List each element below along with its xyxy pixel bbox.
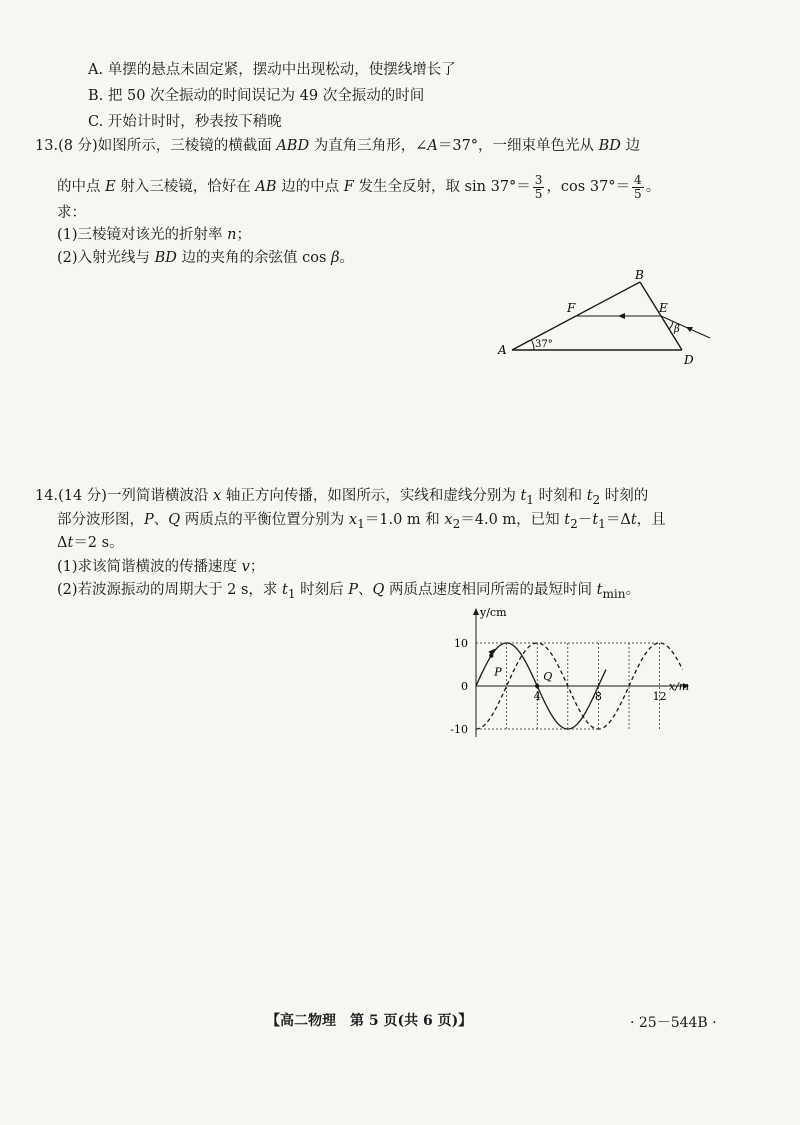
q13-text: 边的中点 <box>276 179 344 195</box>
q14-var: t <box>592 512 599 528</box>
q14-var: P <box>144 512 154 528</box>
q14-sub: 2 <box>592 492 601 507</box>
marker-label-p: P <box>494 665 502 679</box>
q14-var: Q <box>168 512 181 528</box>
q12-option-c: C. 开始计时时，秒表按下稍晚 <box>88 114 282 130</box>
q14-line-1 <box>35 486 648 510</box>
q12-option-a: A. 单摆的悬点未固定紧，摆动中出现松动，使摆线增长了 <box>88 62 456 78</box>
q14-text: 一列简谐横波沿 <box>106 488 214 504</box>
q14-sub: 1 <box>357 516 365 531</box>
q14-text: ＝1.0 m 和 <box>364 512 445 528</box>
x-tick-label: 4 <box>533 690 541 703</box>
q13-text: 射入三棱镜，恰好在 <box>115 179 256 195</box>
q13-text: ； <box>236 227 251 243</box>
q13-var: AB <box>255 179 277 195</box>
q14-text: 部分波形图， <box>57 512 144 528</box>
x-axis-label: x/m <box>668 680 690 693</box>
q13-var: BD <box>154 250 177 266</box>
label-e: E <box>659 301 668 315</box>
q14-sub: 2 <box>570 516 578 531</box>
q13-part-1 <box>57 225 251 245</box>
fraction-4-5 <box>632 174 644 201</box>
angle-arc-beta <box>669 322 673 329</box>
q14-var: t <box>67 535 74 551</box>
wave-chart <box>448 602 718 752</box>
q14-text: ＝2 s。 <box>73 535 124 551</box>
q14-text: 、 <box>153 512 169 528</box>
q13-score: (8 分) <box>58 138 98 154</box>
q12-option-b: B. 把 50 次全振动的时间误记为 49 次全振动的时间 <box>88 88 425 104</box>
q14-var: Q <box>372 582 385 598</box>
q13-line-2 <box>57 170 660 204</box>
q13-var: n <box>227 227 237 243</box>
q14-var: x <box>444 512 453 528</box>
q14-var: t <box>596 582 603 598</box>
frac-den: 5 <box>534 186 543 201</box>
y-tick-label: 10 <box>454 637 468 650</box>
q14-text: 两质点速度相同所需的最短时间 <box>384 582 597 598</box>
q14-sub: 1 <box>287 586 296 601</box>
q14-text: Δ <box>57 535 68 551</box>
label-f: F <box>567 301 576 315</box>
q14-text: 时刻和 <box>533 488 587 504</box>
q13-text: (1)三棱镜对该光的折射率 <box>57 227 228 243</box>
q13-part-2 <box>57 248 354 268</box>
q14-text: 时刻后 <box>295 582 349 598</box>
q13-text: 边的夹角的余弦值 cos <box>176 250 332 266</box>
q14-text: (2)若波源振动的周期大于 2 s，求 <box>57 582 283 598</box>
x-tick-label: 12 <box>652 690 667 703</box>
q13-text: 。 <box>645 179 661 195</box>
q13-text: ＝37°，一细束单色光从 <box>437 138 599 154</box>
page-footer-left: 【高二物理 第 5 页(共 6 页)】 <box>266 1013 473 1029</box>
label-b: B <box>635 268 644 282</box>
marker-q <box>535 684 539 688</box>
y-tick-label: -10 <box>450 723 468 736</box>
label-a: A <box>498 343 507 357</box>
q13-text: 。 <box>339 250 354 266</box>
q14-var: t <box>564 512 571 528</box>
q14-text: ，且 <box>636 512 666 528</box>
q13-var: A <box>427 138 438 154</box>
y-tick-label: 0 <box>461 680 468 693</box>
q13-var: E <box>105 179 116 195</box>
q13-ask: 求： <box>57 205 86 221</box>
q14-text: 两质点的平衡位置分别为 <box>180 512 349 528</box>
q14-var: t <box>586 488 593 504</box>
q13-var: ABD <box>276 138 310 154</box>
q13-text: 发生全反射，取 sin 37°＝ <box>353 179 531 195</box>
q14-line-2 <box>57 510 666 534</box>
q14-number: 14. <box>35 488 59 504</box>
q14-part-2 <box>57 580 640 604</box>
q13-text: 的中点 <box>57 179 106 195</box>
marker-label-q: Q <box>543 670 553 683</box>
q14-text: 轴正方向传播，如图所示，实线和虚线分别为 <box>221 488 521 504</box>
q14-var: P <box>348 582 359 598</box>
q13-var: β <box>331 250 340 266</box>
y-axis-label: y/cm <box>480 606 507 619</box>
q14-sub: min <box>602 586 626 601</box>
q14-text: 。 <box>625 582 641 598</box>
frac-num: 4 <box>634 172 642 187</box>
q14-var: t <box>282 582 288 598</box>
q14-text: 时刻的 <box>600 488 649 504</box>
frac-den: 5 <box>634 186 642 201</box>
q13-line-1 <box>35 136 640 156</box>
q13-text: ，cos 37°＝ <box>546 179 631 195</box>
q14-line-3 <box>57 533 124 553</box>
q14-sub: 2 <box>452 516 461 531</box>
q14-text: ＝Δ <box>605 512 631 528</box>
q14-text: ； <box>249 559 265 575</box>
x-tick-label: 8 <box>594 690 602 703</box>
label-beta: β <box>674 324 680 335</box>
angle-arc-a <box>532 340 535 350</box>
q13-var: BD <box>598 138 621 154</box>
q13-number: 13. <box>35 138 59 154</box>
q13-text: 边 <box>620 138 641 154</box>
q14-var: x <box>348 512 358 528</box>
q13-var: F <box>343 179 354 195</box>
q14-sub: 1 <box>598 516 606 531</box>
q13-text: 为直角三角形，∠ <box>309 138 428 154</box>
q14-text: 、 <box>358 582 373 598</box>
q13-text: (2)入射光线与 <box>57 250 155 266</box>
q14-part-1 <box>57 557 264 577</box>
ray-arrow-icon <box>618 313 625 319</box>
q14-var: t <box>520 488 527 504</box>
prism-figure <box>490 268 720 368</box>
q14-var: x <box>213 488 222 504</box>
q13-text: 如图所示，三棱镜的横截面 <box>97 138 277 154</box>
q14-text: ＝4.0 m，已知 <box>460 512 565 528</box>
q14-text: － <box>577 512 593 528</box>
page-footer-code: · 25－544B · <box>630 1015 717 1031</box>
y-axis-arrow-icon <box>473 608 479 615</box>
fraction-3-5 <box>533 174 545 201</box>
q14-var: t <box>630 512 637 528</box>
q14-score: (14 分) <box>58 488 107 504</box>
label-d: D <box>684 353 694 367</box>
frac-num: 3 <box>534 172 543 187</box>
label-angle-37: 37° <box>535 339 553 350</box>
q14-var: v <box>241 559 250 575</box>
q14-sub: 1 <box>526 492 534 507</box>
q14-text: (1)求该简谐横波的传播速度 <box>57 559 242 575</box>
